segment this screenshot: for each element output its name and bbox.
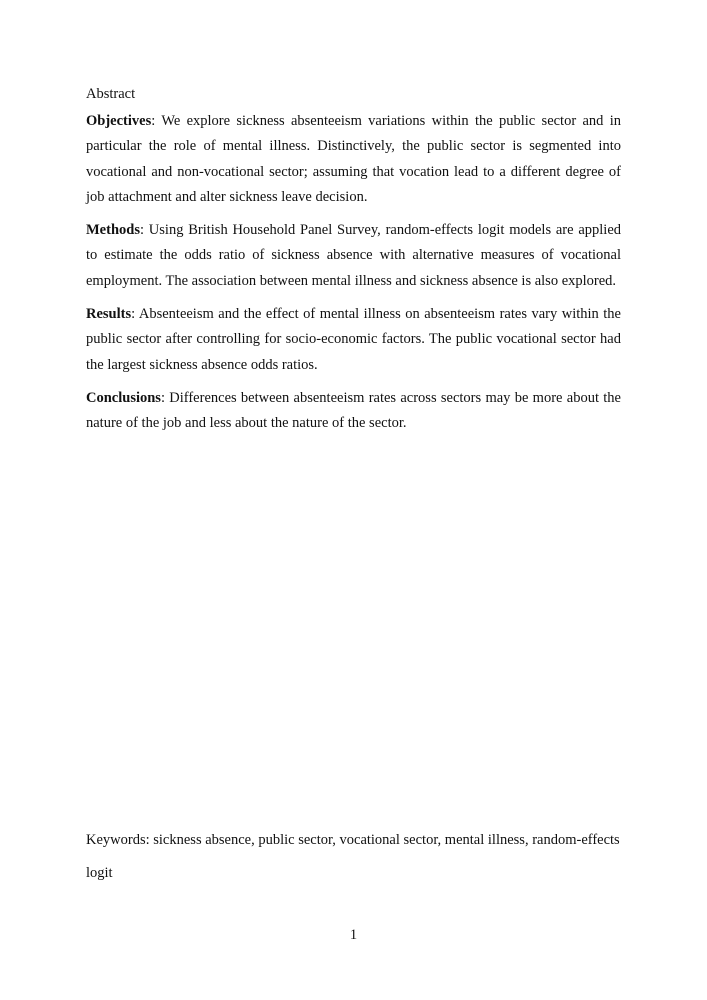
abstract-heading: Abstract — [86, 86, 136, 102]
results-separator: : — [131, 306, 139, 323]
conclusions-paragraph — [86, 386, 621, 437]
results-paragraph — [86, 302, 621, 378]
methods-text: Using British Household Panel Survey, random-effects logit models are applied to estimate the odds ratio of sickness absence with alternative measures of vocational employment. The association between mental illness and sickness absence is also explored. — [86, 222, 622, 289]
conclusions-text: Differences between absenteeism rates across sectors may be more about the nature of the job and less about the nature of the sector. — [86, 389, 621, 432]
objectives-paragraph — [86, 109, 621, 210]
results-label: Results — [86, 306, 132, 323]
methods-label: Methods — [86, 222, 140, 239]
abstract-body — [86, 109, 621, 445]
objectives-separator: : — [151, 113, 162, 129]
conclusions-label: Conclusions — [86, 389, 161, 406]
conclusions-separator: : — [160, 389, 170, 406]
methods-paragraph — [86, 218, 621, 294]
page-number: 1 — [349, 927, 358, 943]
results-text: Absenteeism and the effect of mental illness on absenteeism rates vary within the public sector after controlling for socio-economic factors. The public vocational sector had the largest sickness absence odds ratios. — [86, 306, 621, 373]
objectives-label: Objectives — [86, 113, 152, 129]
objectives-text: We explore sickness absenteeism variations within the public sector and in particular the role of mental illness. Distinctively, the public sector is segmented into vocational and non-vocational sector; assuming that vocation lead to a different degree of job attachment and alter sickness leave decision. — [86, 113, 621, 205]
keywords-line: Keywords: sickness absence, public sector, vocational sector, mental illness, random-effects logit — [86, 832, 620, 881]
methods-separator: : — [139, 222, 149, 239]
